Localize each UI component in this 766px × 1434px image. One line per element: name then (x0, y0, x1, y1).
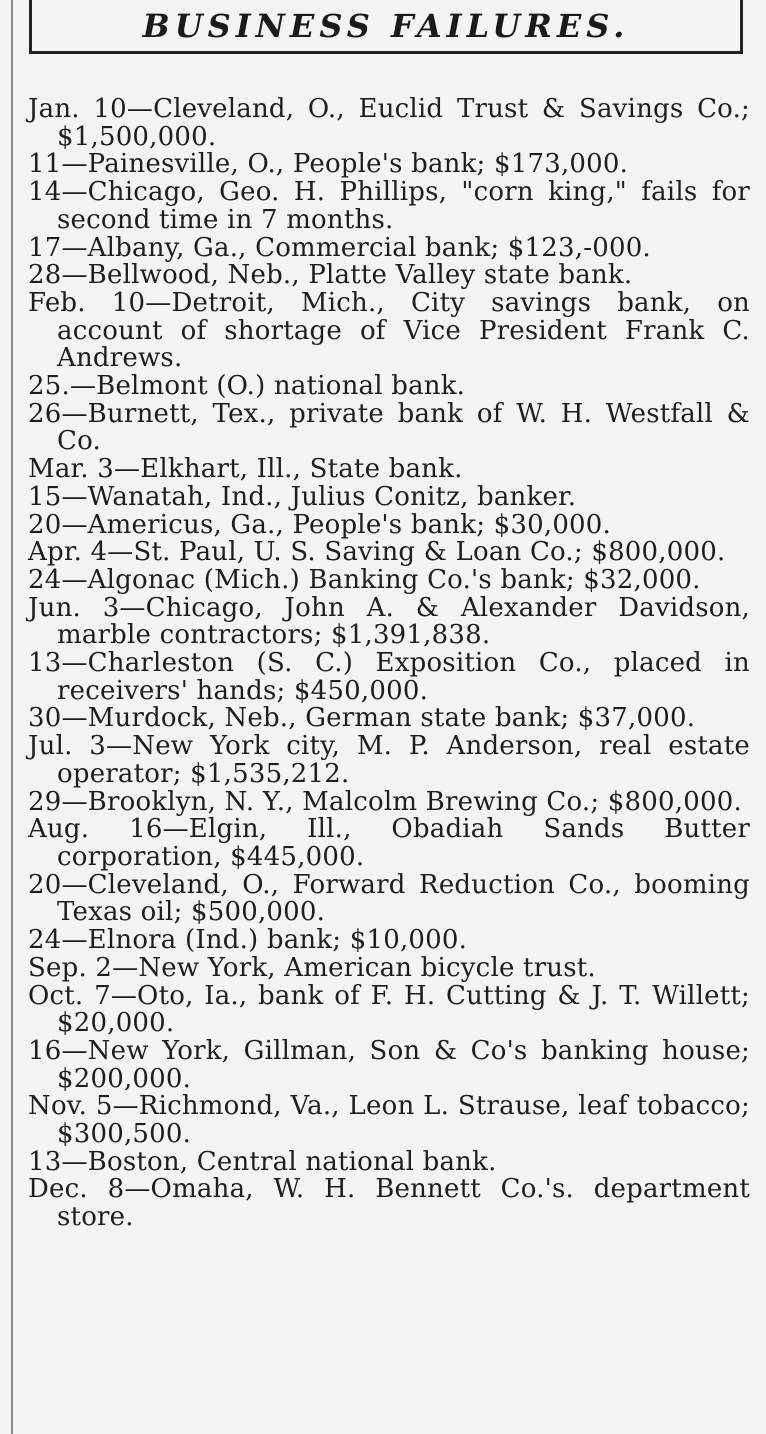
list-item: 17—Albany, Ga., Commercial bank; $123,-000. (28, 232, 651, 263)
list-item: Apr. 4—St. Paul, U. S. Saving & Loan Co.; $800,000. (28, 537, 726, 568)
list-item: Mar. 3—Elkhart, Ill., State bank. (28, 454, 463, 485)
failure-list (28, 96, 750, 1232)
list-item: Sep. 2—New York, American bicycle trust. (28, 952, 596, 983)
list-item: Feb. 10—Detroit, Mich., City savings bank, on account of shortage of Vice President Frank C. Andrews. (28, 287, 750, 374)
list-item: 13—Boston, Central national bank. (28, 1146, 497, 1177)
list-item: 14—Chicago, Geo. H. Phillips, "corn king," fails for second time in 7 months. (28, 177, 750, 235)
list-item: 24—Elnora (Ind.) bank; $10,000. (28, 925, 468, 956)
list-item: 29—Brooklyn, N. Y., Malcolm Brewing Co.; $800,000. (28, 786, 742, 817)
list-item: 15—Wanatah, Ind., Julius Conitz, banker. (28, 481, 577, 512)
list-item: 20—Americus, Ga., People's bank; $30,000. (28, 509, 612, 540)
list-item: 30—Murdock, Neb., German state bank; $37,000. (28, 703, 696, 734)
list-item: 28—Bellwood, Neb., Platte Valley state bank. (28, 260, 633, 291)
list-item: 26—Burnett, Tex., private bank of W. H. Westfall & Co. (28, 398, 750, 457)
list-item: Dec. 8—Omaha, W. H. Bennett Co.'s. department store. (28, 1174, 750, 1233)
list-item: Jan. 10—Cleveland, O., Euclid Trust & Savings Co.; $1,500,000. (28, 94, 750, 152)
list-item: Jul. 3—New York city, M. P. Anderson, real estate operator; $1,535,212. (28, 731, 750, 789)
list-item: Aug. 16—Elgin, Ill., Obadiah Sands Butter corporation, $445,000. (28, 814, 750, 872)
column-rule (11, 0, 13, 1434)
list-item: 20—Cleveland, O., Forward Reduction Co., booming Texas oil; $500,000. (28, 869, 750, 928)
list-item: 25.—Belmont (O.) national bank. (28, 371, 466, 402)
list-item: Oct. 7—Oto, Ia., bank of F. H. Cutting & J. T. Willett; $20,000. (28, 980, 750, 1039)
list-item: 24—Algonac (Mich.) Banking Co.'s bank; $32,000. (28, 564, 701, 595)
page-title: BUSINESS FAILURES. (142, 6, 630, 45)
list-item: Jun. 3—Chicago, John A. & Alexander Davidson, marble contractors; $1,391,838. (28, 592, 750, 651)
list-item: 13—Charleston (S. C.) Exposition Co., placed in receivers' hands; $450,000. (28, 648, 750, 706)
list-item: 16—New York, Gillman, Son & Co's banking house; $200,000. (28, 1035, 750, 1094)
list-item: 11—Painesville, O., People's bank; $173,000. (28, 149, 629, 180)
list-item: Nov. 5—Richmond, Va., Leon L. Strause, leaf tobacco; $300,500. (28, 1091, 750, 1150)
heading-box (29, 0, 743, 54)
